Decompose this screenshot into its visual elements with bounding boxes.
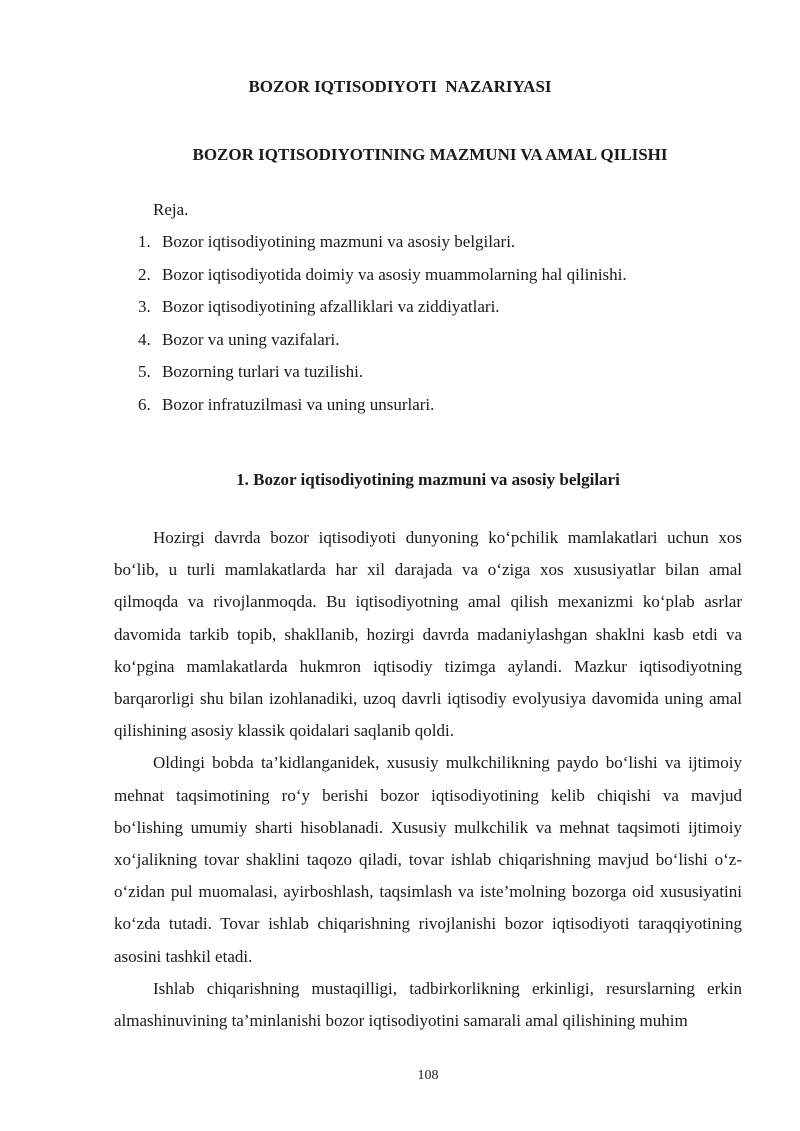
- plan-item-number: 5.: [138, 362, 151, 382]
- plan-label: Reja.: [153, 200, 189, 219]
- section-heading: 1. Bozor iqtisodiyotining mazmuni va asosiy belgilari: [236, 470, 620, 489]
- plan-item-number: 2.: [138, 264, 151, 284]
- plan-item-number: 3.: [138, 297, 151, 317]
- plan-item-number: 4.: [138, 329, 151, 349]
- plan-item-number: 1.: [138, 232, 151, 251]
- paragraph: Ishlab chiqarishning mustaqilligi, tadbirkorlikning erkinligi, resurslarning erkin almashinuvining ta’minlanishi bozor iqtisodiyotini samarali amal qilishining muhim: [114, 978, 742, 1031]
- paragraph: Hozirgi davrda bozor iqtisodiyoti dunyoning ko‘pchilik mamlakatlari uchun xos bo‘lib, u turli mamlakatlarda har xil darajada va o‘ziga xos xususiyatlar bilan amal qilmoqda va rivojlanmoqda. Bu iqtisodiyotning amal qilish mexanizmi ko‘plab asrlar davomida tarkib topib, shakllanib, hozirgi davrda madaniylashgan shaklni kasb etdi va ko‘pgina mamlakatlarda hukmron iqtisodiy tizimga aylandi. Mazkur iqtisodiyotning barqarorligi shu bilan izohlanadiki, uzoq davrli iqtisodiy evolyusiya davomida uning amal qilishining asosiy klassik qoidalari saqlanib qoldi.: [114, 528, 742, 741]
- plan-item-text: Bozorning turlari va tuzilishi.: [162, 362, 364, 382]
- plan-item: [138, 291, 627, 324]
- paragraph: Oldingi bobda ta’kidlanganidek, xususiy mulkchilikning paydo bo‘lishi va ijtimoiy mehnat taqsimotining ro‘y berishi bozor iqtisodiyotining kelib chiqishi va mavjud bo‘lishing umumiy sharti hisoblanadi. Xususiy mulkchilik va mehnat taqsimoti ijtimoiy xo‘jalikning tovar shaklini taqozo qiladi, tovar ishlab chiqarishning mavjud bo‘lishi o‘z-o‘zidan pul muomalasi, ayirboshlash, taqsimlash va iste’molning bozorga oid xususiyatini ko‘zda tutadi. Tovar ishlab chiqarishning rivojlanishi bozor iqtisodiyoti taraqqiyotining asosini tashkil etadi.: [114, 753, 742, 966]
- document-title: BOZOR IQTISODIYOTI NAZARIYASI: [248, 77, 552, 96]
- plan-item: [138, 389, 627, 422]
- document-subtitle: BOZOR IQTISODIYOTINING MAZMUNI VA AMAL QILISHI: [192, 145, 668, 164]
- plan-item-text: Bozor va uning vazifalari.: [162, 329, 340, 349]
- plan-item-text: Bozor infratuzilmasi va uning unsurlari.: [162, 394, 435, 414]
- plan-list: [138, 226, 627, 422]
- plan-item: [138, 356, 627, 389]
- page-number: 108: [417, 1068, 439, 1083]
- plan-item-text: Bozor iqtisodiyotining mazmuni va asosiy belgilari.: [162, 232, 516, 251]
- plan-item-text: Bozor iqtisodiyotining afzalliklari va ziddiyatlari.: [162, 297, 500, 317]
- plan-item: [138, 259, 627, 292]
- plan-item-text: Bozor iqtisodiyotida doimiy va asosiy muammolarning hal qilinishi.: [162, 264, 627, 284]
- plan-item: [138, 324, 627, 357]
- plan-item: [138, 226, 627, 259]
- body-text: [114, 522, 742, 1037]
- plan-item-number: 6.: [138, 394, 151, 414]
